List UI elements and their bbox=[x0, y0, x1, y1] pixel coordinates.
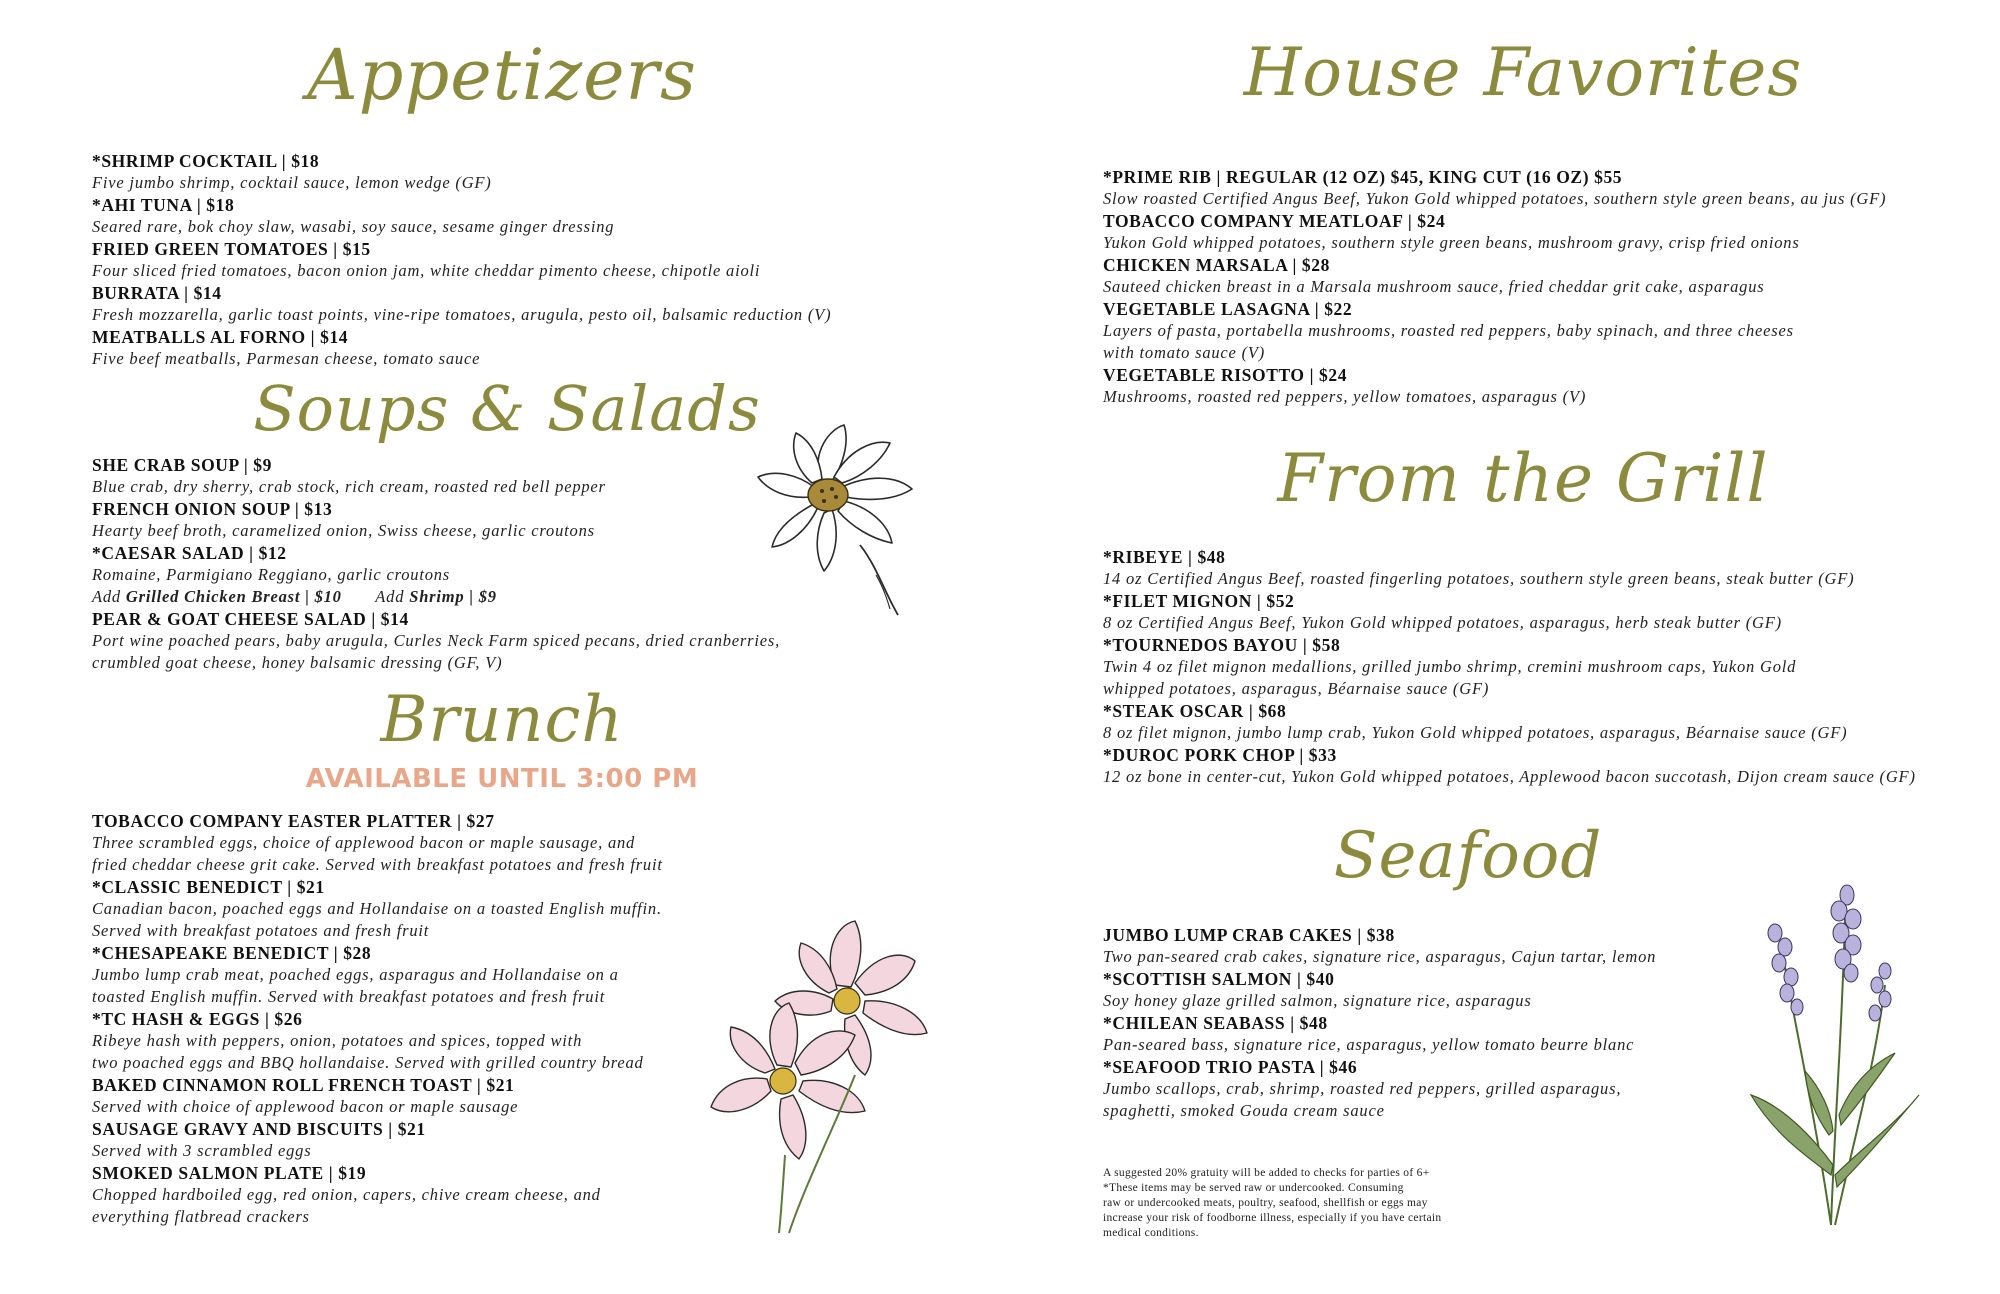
item-description: Blue crab, dry sherry, crab stock, rich cream, roasted red bell pepper bbox=[92, 477, 606, 496]
item-description: 14 oz Certified Angus Beef, roasted fingerling potatoes, southern style green beans, steak butter (GF) bbox=[1103, 569, 1855, 588]
item-title: SMOKED SALMON PLATE | $19 bbox=[92, 1163, 367, 1183]
item-title: *AHI TUNA | $18 bbox=[92, 195, 235, 215]
add-label: Add bbox=[375, 587, 405, 606]
item-description: Ribeye hash with peppers, onion, potatoes and spices, topped with bbox=[92, 1031, 583, 1050]
item-title: *RIBEYE | $48 bbox=[1103, 547, 1226, 567]
list-item bbox=[92, 326, 952, 370]
item-description: spaghetti, smoked Gouda cream sauce bbox=[1103, 1101, 1385, 1120]
list-item bbox=[1103, 210, 1983, 254]
item-description: Served with 3 scrambled eggs bbox=[92, 1141, 312, 1160]
item-description: fried cheddar cheese grit cake. Served with breakfast potatoes and fresh fruit bbox=[92, 855, 663, 874]
list-item bbox=[1103, 364, 1983, 408]
appetizers-list bbox=[92, 150, 952, 370]
house-favorites-heading: House Favorites bbox=[1243, 34, 1803, 111]
list-item bbox=[1103, 166, 1983, 210]
item-description: Four sliced fried tomatoes, bacon onion jam, white cheddar pimento cheese, chipotle aioli bbox=[92, 261, 761, 280]
from-the-grill-list bbox=[1103, 546, 1983, 788]
list-item bbox=[92, 810, 952, 876]
item-title: BAKED CINNAMON ROLL FRENCH TOAST | $21 bbox=[92, 1075, 515, 1095]
item-description: 8 oz Certified Angus Beef, Yukon Gold whipped potatoes, asparagus, herb steak butter (GF) bbox=[1103, 613, 1782, 632]
add-on-shrimp: Shrimp | $9 bbox=[409, 587, 497, 606]
item-title: *TC HASH & EGGS | $26 bbox=[92, 1009, 303, 1029]
item-description: Romaine, Parmigiano Reggiano, garlic croutons bbox=[92, 565, 451, 584]
item-title: TOBACCO COMPANY EASTER PLATTER | $27 bbox=[92, 811, 495, 831]
item-title: VEGETABLE RISOTTO | $24 bbox=[1103, 365, 1348, 385]
item-title: SAUSAGE GRAVY AND BISCUITS | $21 bbox=[92, 1119, 426, 1139]
list-item bbox=[1103, 254, 1983, 298]
brunch-heading: Brunch bbox=[380, 683, 624, 757]
item-description: 8 oz filet mignon, jumbo lump crab, Yukon Gold whipped potatoes, asparagus, Béarnaise sauce (GF) bbox=[1103, 723, 1848, 742]
item-description: Mushrooms, roasted red peppers, yellow tomatoes, asparagus (V) bbox=[1103, 387, 1587, 406]
item-description: Pan-seared bass, signature rice, asparagus, yellow tomato beurre blanc bbox=[1103, 1035, 1635, 1054]
item-title: TOBACCO COMPANY MEATLOAF | $24 bbox=[1103, 211, 1446, 231]
item-title: *PRIME RIB | REGULAR (12 OZ) $45, KING CUT (16 OZ) $55 bbox=[1103, 167, 1623, 187]
pink-cosmos-illustration bbox=[705, 915, 955, 1235]
item-description: Slow roasted Certified Angus Beef, Yukon Gold whipped potatoes, southern style green beans, au jus (GF) bbox=[1103, 189, 1887, 208]
appetizers-heading: Appetizers bbox=[307, 34, 697, 116]
item-description: Jumbo lump crab meat, poached eggs, asparagus and Hollandaise on a bbox=[92, 965, 619, 984]
footnote bbox=[1103, 1166, 1523, 1241]
item-title: PEAR & GOAT CHEESE SALAD | $14 bbox=[92, 609, 409, 629]
footnote-line: medical conditions. bbox=[1103, 1227, 1199, 1239]
item-title: SHE CRAB SOUP | $9 bbox=[92, 455, 272, 475]
item-description: Two pan-seared crab cakes, signature rice, asparagus, Cajun tartar, lemon bbox=[1103, 947, 1657, 966]
list-item bbox=[1103, 744, 1983, 788]
list-item bbox=[1103, 546, 1983, 590]
item-description: Port wine poached pears, baby arugula, Curles Neck Farm spiced pecans, dried cranberries, bbox=[92, 631, 781, 650]
footnote-line: raw or undercooked meats, poultry, seafood, shellfish or eggs may bbox=[1103, 1197, 1428, 1209]
item-description: 12 oz bone in center-cut, Yukon Gold whipped potatoes, Applewood bacon succotash, Dijon cream sauce (GF) bbox=[1103, 767, 1916, 786]
list-item bbox=[1103, 298, 1983, 364]
item-title: MEATBALLS AL FORNO | $14 bbox=[92, 327, 349, 347]
item-description: Soy honey glaze grilled salmon, signature rice, asparagus bbox=[1103, 991, 1532, 1010]
item-title: *STEAK OSCAR | $68 bbox=[1103, 701, 1287, 721]
item-description: Yukon Gold whipped potatoes, southern style green beans, mushroom gravy, crisp fried onions bbox=[1103, 233, 1800, 252]
item-description: crumbled goat cheese, honey balsamic dressing (GF, V) bbox=[92, 653, 503, 672]
item-description: Seared rare, bok choy slaw, wasabi, soy sauce, sesame ginger dressing bbox=[92, 217, 615, 236]
item-title: VEGETABLE LASAGNA | $22 bbox=[1103, 299, 1353, 319]
item-title: *CLASSIC BENEDICT | $21 bbox=[92, 877, 325, 897]
item-description: Chopped hardboiled egg, red onion, capers, chive cream cheese, and bbox=[92, 1185, 601, 1204]
item-title: *CAESAR SALAD | $12 bbox=[92, 543, 287, 563]
item-description: Five jumbo shrimp, cocktail sauce, lemon wedge (GF) bbox=[92, 173, 492, 192]
item-title: *CHILEAN SEABASS | $48 bbox=[1103, 1013, 1328, 1033]
item-description: Five beef meatballs, Parmesan cheese, tomato sauce bbox=[92, 349, 481, 368]
item-title: *FILET MIGNON | $52 bbox=[1103, 591, 1295, 611]
item-title: FRENCH ONION SOUP | $13 bbox=[92, 499, 333, 519]
list-item bbox=[1103, 590, 1983, 634]
footnote-line: A suggested 20% gratuity will be added to checks for parties of 6+ bbox=[1103, 1167, 1430, 1179]
list-item bbox=[92, 238, 952, 282]
footnote-line: increase your risk of foodborne illness, especially if you have certain bbox=[1103, 1212, 1442, 1224]
item-title: FRIED GREEN TOMATOES | $15 bbox=[92, 239, 371, 259]
list-item bbox=[92, 194, 952, 238]
list-item bbox=[92, 150, 952, 194]
item-description: Jumbo scallops, crab, shrimp, roasted red peppers, grilled asparagus, bbox=[1103, 1079, 1622, 1098]
item-description: with tomato sauce (V) bbox=[1103, 343, 1266, 362]
item-title: *SCOTTISH SALMON | $40 bbox=[1103, 969, 1335, 989]
item-description: Served with breakfast potatoes and fresh fruit bbox=[92, 921, 430, 940]
item-description: Layers of pasta, portabella mushrooms, roasted red peppers, baby spinach, and three cheeses bbox=[1103, 321, 1794, 340]
item-title: *CHESAPEAKE BENEDICT | $28 bbox=[92, 943, 372, 963]
brunch-availability-note: AVAILABLE UNTIL 3:00 PM bbox=[305, 764, 699, 794]
item-title: *SHRIMP COCKTAIL | $18 bbox=[92, 151, 320, 171]
item-description: Fresh mozzarella, garlic toast points, vine-ripe tomatoes, arugula, pesto oil, balsamic reduction (V) bbox=[92, 305, 832, 324]
item-description: Hearty beef broth, caramelized onion, Swiss cheese, garlic croutons bbox=[92, 521, 595, 540]
item-description: toasted English muffin. Served with breakfast potatoes and fresh fruit bbox=[92, 987, 606, 1006]
item-title: BURRATA | $14 bbox=[92, 283, 222, 303]
item-description: Served with choice of applewood bacon or maple sausage bbox=[92, 1097, 519, 1116]
item-description: Sauteed chicken breast in a Marsala mushroom sauce, fried cheddar grit cake, asparagus bbox=[1103, 277, 1765, 296]
footnote-line: *These items may be served raw or undercooked. Consuming bbox=[1103, 1182, 1404, 1194]
soups-salads-heading: Soups & Salads bbox=[253, 372, 761, 445]
list-item bbox=[92, 282, 952, 326]
list-item bbox=[1103, 700, 1983, 744]
item-title: CHICKEN MARSALA | $28 bbox=[1103, 255, 1330, 275]
item-description: Twin 4 oz filet mignon medallions, grilled jumbo shrimp, cremini mushroom caps, Yukon Gold bbox=[1103, 657, 1797, 676]
add-label: Add bbox=[92, 587, 121, 606]
from-the-grill-heading: From the Grill bbox=[1277, 440, 1769, 517]
list-item bbox=[1103, 634, 1983, 700]
item-description: Canadian bacon, poached eggs and Hollandaise on a toasted English muffin. bbox=[92, 899, 662, 918]
seafood-heading: Seafood bbox=[1333, 819, 1603, 893]
daisy-illustration bbox=[752, 415, 952, 620]
item-title: *TOURNEDOS BAYOU | $58 bbox=[1103, 635, 1341, 655]
item-description: Three scrambled eggs, choice of applewood bacon or maple sausage, and bbox=[92, 833, 636, 852]
add-on-chicken: Grilled Chicken Breast | $10 bbox=[125, 587, 342, 606]
item-description: everything flatbread crackers bbox=[92, 1207, 310, 1226]
lavender-illustration bbox=[1735, 875, 1925, 1235]
item-title: *SEAFOOD TRIO PASTA | $46 bbox=[1103, 1057, 1358, 1077]
house-favorites-list bbox=[1103, 166, 1983, 408]
item-description: two poached eggs and BBQ hollandaise. Served with grilled country bread bbox=[92, 1053, 644, 1072]
item-description: whipped potatoes, asparagus, Béarnaise sauce (GF) bbox=[1103, 679, 1490, 698]
item-title: *DUROC PORK CHOP | $33 bbox=[1103, 745, 1337, 765]
item-title: JUMBO LUMP CRAB CAKES | $38 bbox=[1103, 925, 1395, 945]
